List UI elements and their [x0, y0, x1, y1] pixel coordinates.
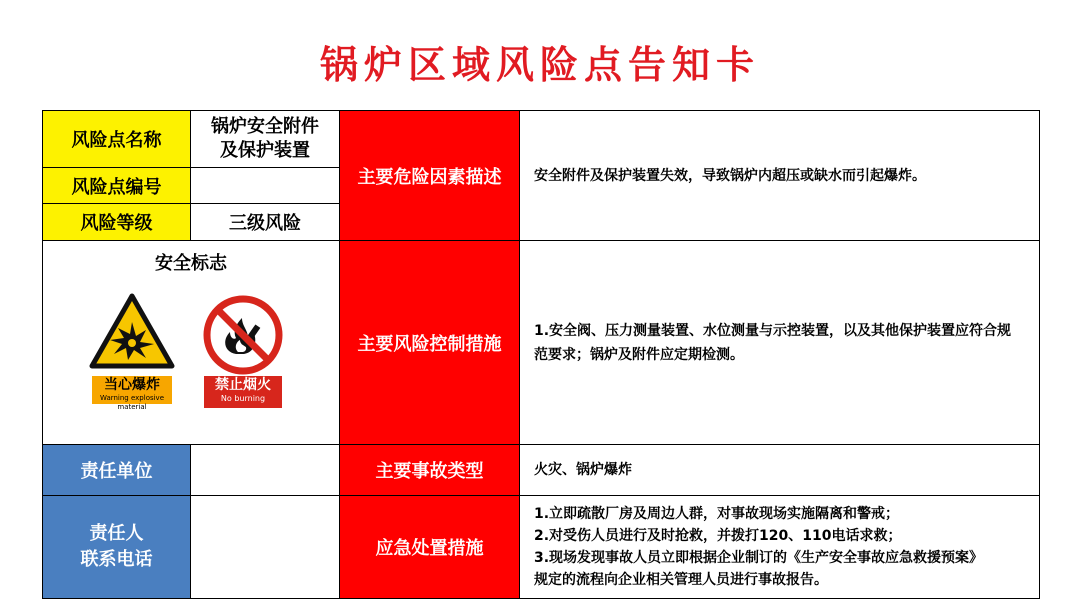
- sign-explosion-label: [92, 376, 172, 411]
- sign-explosion-en: Warning explosive material: [99, 394, 165, 411]
- emergency-text: [519, 495, 1040, 599]
- emergency-line-2: 2.对受伤人员进行及时抢救，并拨打120、110电话求救；: [534, 528, 902, 544]
- no-fire-icon: [202, 294, 284, 376]
- emergency-label: 应急处置措施: [339, 495, 520, 599]
- risk-level-value: 三级风险: [190, 203, 340, 241]
- hazard-label: 主要危险因素描述: [339, 110, 520, 241]
- emergency-line-1: 1.立即疏散厂房及周边人群，对事故现场实施隔离和警戒；: [534, 506, 900, 522]
- control-label: 主要风险控制措施: [339, 240, 520, 445]
- explosion-warning-icon: [88, 292, 176, 372]
- risk-name-label: 风险点名称: [42, 110, 191, 168]
- resp-person-value: [190, 495, 340, 599]
- risk-level-label: 风险等级: [42, 203, 191, 241]
- page-title: 锅炉区域风险点告知卡: [319, 43, 760, 87]
- safety-sign-title: 安全标志: [155, 253, 227, 274]
- sign-no-fire-label: [204, 376, 282, 408]
- control-text: 1.安全阀、压力测量装置、水位测量与示控装置，以及其他保护装置应符合规范要求；锅炉及附件应定期检测。: [519, 240, 1040, 445]
- resp-unit-value: [190, 444, 340, 496]
- accident-type-label: 主要事故类型: [339, 444, 520, 496]
- sign-no-fire-cn: 禁止烟火: [215, 377, 271, 393]
- safety-sign-area: [42, 240, 340, 445]
- resp-unit-label: 责任单位: [42, 444, 191, 496]
- resp-person-label-line2: 联系电话: [80, 549, 153, 570]
- emergency-line-4: 规定的流程向企业相关管理人员进行事故报告。: [534, 572, 828, 588]
- risk-number-value: [190, 167, 340, 204]
- emergency-line-3: 3.现场发现事故人员立即根据企业制订的《生产安全事故应急救援预案》: [534, 550, 984, 566]
- accident-type-text: 火灾、锅炉爆炸: [519, 444, 1040, 496]
- sign-explosion-cn: 当心爆炸: [104, 377, 160, 393]
- resp-person-label: [42, 495, 191, 599]
- resp-person-label-line1: 责任人: [89, 523, 144, 544]
- hazard-text: 安全附件及保护装置失效，导致锅炉内超压或缺水而引起爆炸。: [519, 110, 1040, 241]
- risk-name-value: 锅炉安全附件及保护装置: [190, 110, 340, 168]
- sign-no-fire-en: No burning: [220, 394, 266, 403]
- risk-number-label: 风险点编号: [42, 167, 191, 204]
